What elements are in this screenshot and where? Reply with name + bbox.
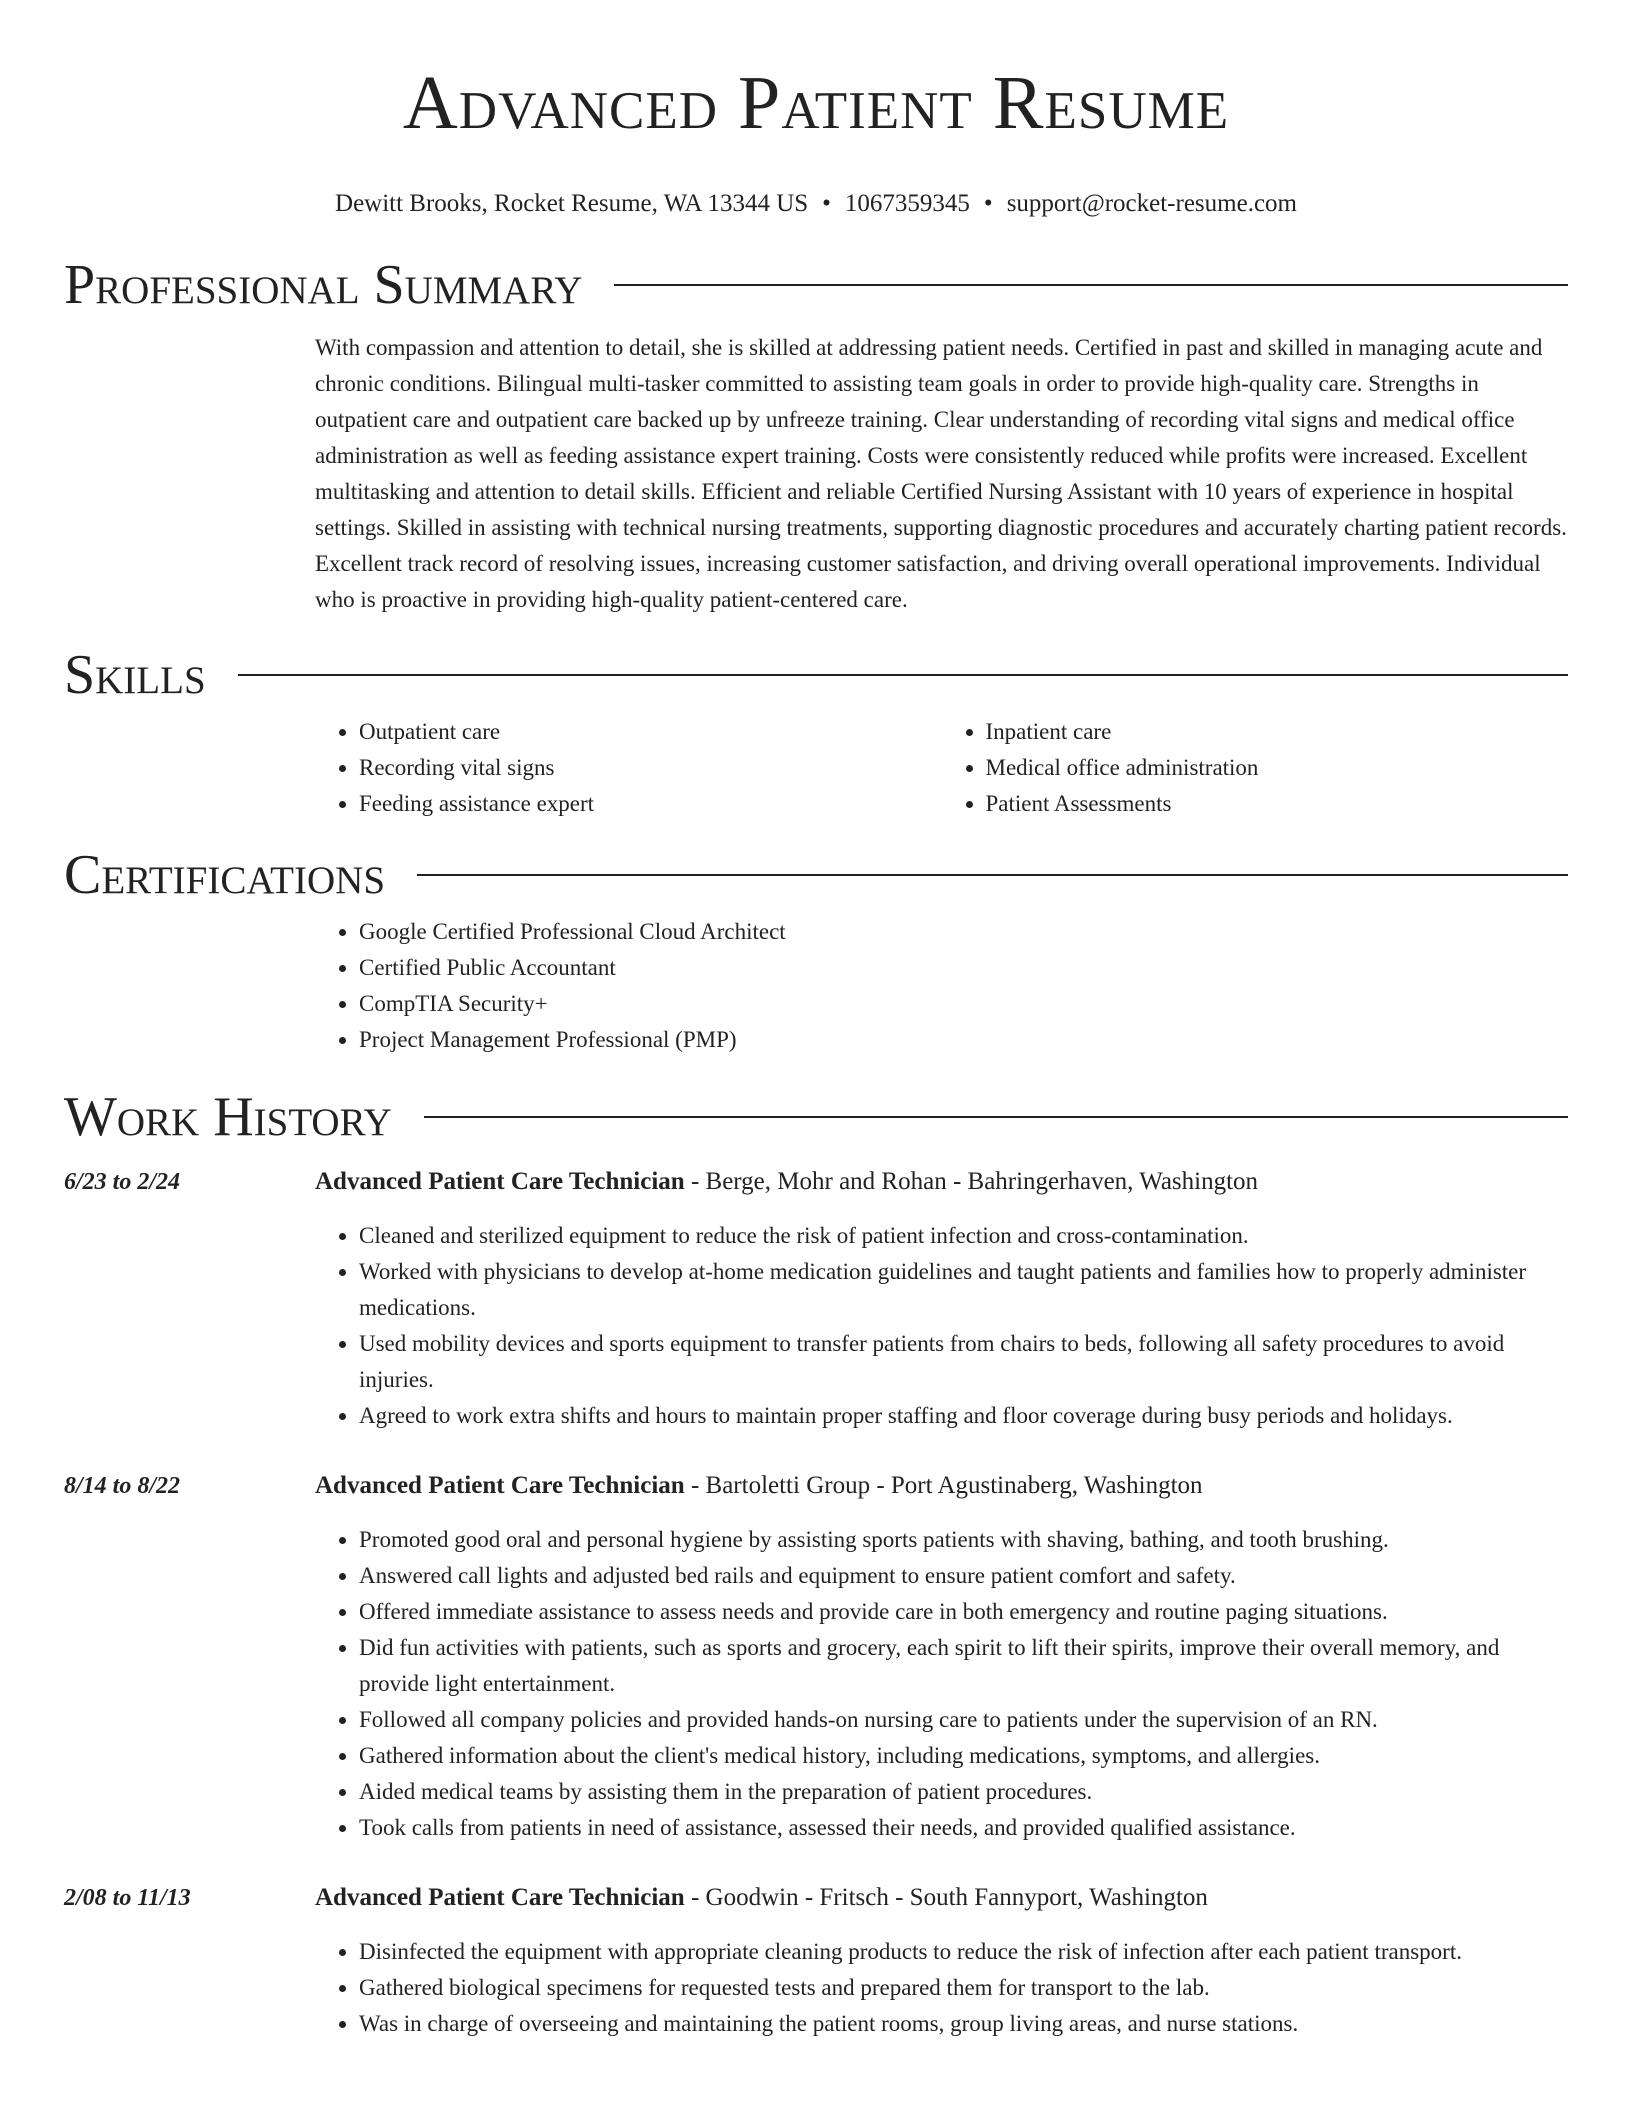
- job-duty: • Cleaned and sterilized equipment to reduce the risk of patient infection and cross-contamination.: [359, 1218, 1568, 1254]
- section-title: Certifications: [64, 844, 386, 906]
- section-divider: [614, 284, 1568, 286]
- job-duty: • Gathered information about the client's medical history, including medications, symptoms, and allergies.: [359, 1738, 1568, 1774]
- job-duty: • Used mobility devices and sports equipment to transfer patients from chairs to beds, following all safety procedures to avoid injuries.: [359, 1326, 1568, 1398]
- certifications-body: [315, 914, 1568, 1058]
- contact-phone: 1067359345: [844, 190, 970, 217]
- job-entry: [64, 1880, 1568, 2042]
- job-employer: - Bartoletti Group - Port Agustinaberg, Washington: [684, 1472, 1203, 1499]
- job-duty: • Was in charge of overseeing and maintaining the patient rooms, group living areas, and nurse stations.: [359, 2006, 1568, 2042]
- section-title: Professional Summary: [64, 254, 583, 316]
- job-dates: 6/23 to 2/24: [64, 1169, 181, 1195]
- section-title: Skills: [64, 644, 206, 706]
- summary-text: With compassion and attention to detail, she is skilled at addressing patient needs. Certified in past and skilled in managing acute and chronic conditions. Bilingual multi-tasker committed to assisting team goals in order to provide high-quality care. Strengths in outpatient care and outpatient care backed up by unfreeze training. Clear understanding of recording vital signs and medical office administration as well as feeding assistance expert training. Costs were consistently reduced while profits were increased. Excellent multitasking and attention to detail skills. Efficient and reliable Certified Nursing Assistant with 10 years of experience in hospital settings. Skilled in assisting with technical nursing treatments, supporting diagnostic procedures and accurately charting patient records. Excellent track record of resolving issues, increasing customer satisfaction, and driving overall operational improvements. Individual who is proactive in providing high-quality patient-centered care.: [315, 335, 1567, 612]
- job-duty: • Offered immediate assistance to assess needs and provide care in both emergency and routine paging situations.: [359, 1594, 1568, 1630]
- job-employer: - Goodwin - Fritsch - South Fannyport, Washington: [684, 1884, 1208, 1911]
- job-duty: • Gathered biological specimens for requested tests and prepared them for transport to the lab.: [359, 1970, 1568, 2006]
- job-employer: - Berge, Mohr and Rohan - Bahringerhaven, Washington: [684, 1168, 1259, 1195]
- job-duty: • Promoted good oral and personal hygiene by assisting sports patients with shaving, bathing, and tooth brushing.: [359, 1522, 1568, 1558]
- job-title: Advanced Patient Care Technician: [315, 1168, 685, 1195]
- job-entry: [64, 1164, 1568, 1434]
- section-title: Work History: [64, 1086, 392, 1148]
- job-duty: • Agreed to work extra shifts and hours to maintain proper staffing and floor coverage during busy periods and holidays.: [359, 1398, 1568, 1434]
- job-duties: [315, 1522, 1568, 1846]
- skill-item: • Patient Assessments: [986, 786, 1569, 822]
- job-duty: • Answered call lights and adjusted bed rails and equipment to ensure patient comfort and safety.: [359, 1558, 1568, 1594]
- job-duty: • Aided medical teams by assisting them in the preparation of patient procedures.: [359, 1774, 1568, 1810]
- job-dates: 8/14 to 8/22: [64, 1473, 181, 1499]
- job-detail: [315, 1880, 1568, 2042]
- resume-page: [64, 0, 1568, 2042]
- job-duties: [315, 1934, 1568, 2042]
- job-detail: [315, 1164, 1568, 1434]
- skill-item: • Outpatient care: [359, 714, 942, 750]
- skills-list-left: [315, 714, 942, 822]
- job-duty: • Worked with physicians to develop at-home medication guidelines and taught patients and families how to properly administer medications.: [359, 1254, 1568, 1326]
- contact-separator: •: [983, 190, 993, 217]
- contact-line: [64, 188, 1568, 220]
- certification-item: • Google Certified Professional Cloud Architect: [359, 914, 1568, 950]
- section-header-certifications: [64, 840, 1568, 910]
- section-header-skills: [64, 640, 1568, 710]
- certifications-list: [315, 914, 1568, 1058]
- certification-item: • CompTIA Security+: [359, 986, 1568, 1022]
- contact-email: support@rocket-resume.com: [1006, 190, 1297, 217]
- contact-separator: •: [822, 190, 831, 217]
- section-header-work-history: [64, 1082, 1568, 1152]
- job-heading: [315, 1468, 1568, 1504]
- certification-item: • Certified Public Accountant: [359, 950, 1568, 986]
- job-dates: 2/08 to 11/13: [64, 1885, 191, 1911]
- resume-title: Advanced Patient Resume: [402, 61, 1230, 145]
- job-duty: • Followed all company policies and provided hands-on nursing care to patients under the supervision of an RN.: [359, 1702, 1568, 1738]
- skill-item: • Recording vital signs: [359, 750, 942, 786]
- section-header-summary: [64, 250, 1568, 320]
- job-duty: • Disinfected the equipment with appropriate cleaning products to reduce the risk of infection after each patient transport.: [359, 1934, 1568, 1970]
- summary-body: [315, 330, 1568, 618]
- job-entry: [64, 1468, 1568, 1846]
- skill-item: • Inpatient care: [986, 714, 1569, 750]
- job-title: Advanced Patient Care Technician: [315, 1472, 685, 1499]
- skill-item: • Feeding assistance expert: [359, 786, 942, 822]
- job-detail: [315, 1468, 1568, 1846]
- job-heading: [315, 1880, 1568, 1916]
- section-divider: [238, 674, 1568, 676]
- job-duties: [315, 1218, 1568, 1434]
- job-title: Advanced Patient Care Technician: [315, 1884, 685, 1911]
- job-heading: [315, 1164, 1568, 1200]
- section-divider: [417, 874, 1568, 876]
- certification-item: • Project Management Professional (PMP): [359, 1022, 1568, 1058]
- job-duty: • Did fun activities with patients, such as sports and grocery, each spirit to lift their spirits, improve their overall memory, and provide light entertainment.: [359, 1630, 1568, 1702]
- skills-list-right: [942, 714, 1569, 822]
- skill-item: • Medical office administration: [986, 750, 1569, 786]
- contact-address: Dewitt Brooks, Rocket Resume, WA 13344 US: [335, 190, 809, 217]
- job-duty: • Took calls from patients in need of assistance, assessed their needs, and provided qualified assistance.: [359, 1810, 1568, 1846]
- skills-columns: [315, 714, 1568, 822]
- section-divider: [424, 1116, 1568, 1118]
